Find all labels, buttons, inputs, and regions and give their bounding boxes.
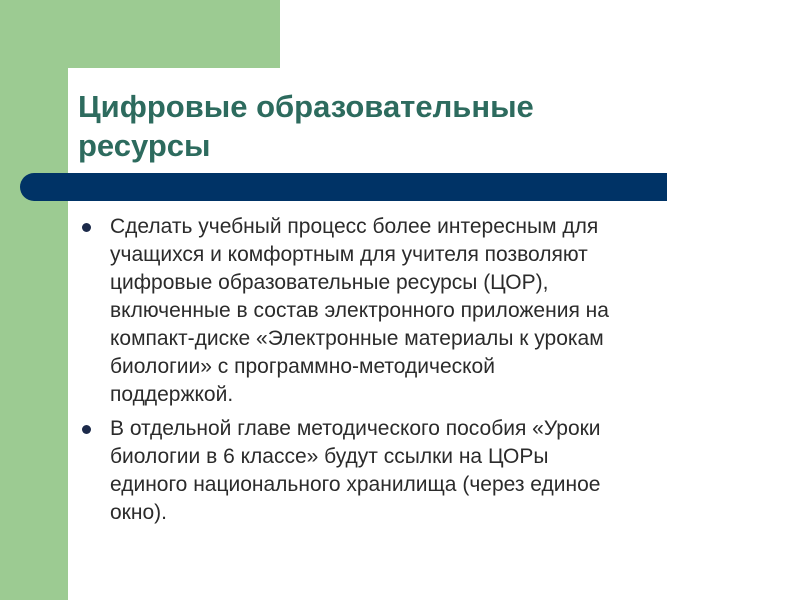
slide-title-line-2: ресурсы	[78, 128, 211, 163]
bullet-list	[80, 213, 760, 533]
bullet-1-line-4: включенные в состав электронного приложения на	[110, 299, 609, 322]
bullet-1-line-1: Сделать учебный процесс более интересным для	[110, 215, 599, 238]
slide-title	[78, 87, 678, 165]
bullet-2-line-1: В отдельной главе методического пособия «Уроки	[110, 417, 601, 440]
title-underline-bar	[20, 173, 667, 201]
green-top-decoration	[0, 0, 280, 68]
bullet-item-2	[80, 415, 760, 527]
bullet-1-line-7: поддержкой.	[110, 383, 234, 406]
bullet-item-1	[80, 213, 760, 409]
green-sidebar-decoration	[0, 0, 68, 600]
bullet-1-line-2: учащихся и комфортным для учителя позволяют	[110, 243, 588, 266]
bullet-dot-icon	[82, 223, 91, 232]
slide-title-line-1: Цифровые образовательные	[78, 89, 534, 124]
bullet-2-line-2: биологии в 6 классе» будут ссылки на ЦОРы	[110, 445, 549, 468]
bullet-1-line-5: компакт-диске «Электронные материалы к урокам	[110, 327, 604, 350]
bullet-1-line-3: цифровые образовательные ресурсы (ЦОР),	[110, 271, 549, 294]
bullet-2-line-4: окно).	[110, 501, 167, 524]
bullet-dot-icon	[82, 425, 91, 434]
bullet-2-line-3: единого национального хранилища (через единое	[110, 473, 601, 496]
bullet-1-line-6: биологии» с программно-методической	[110, 355, 495, 378]
